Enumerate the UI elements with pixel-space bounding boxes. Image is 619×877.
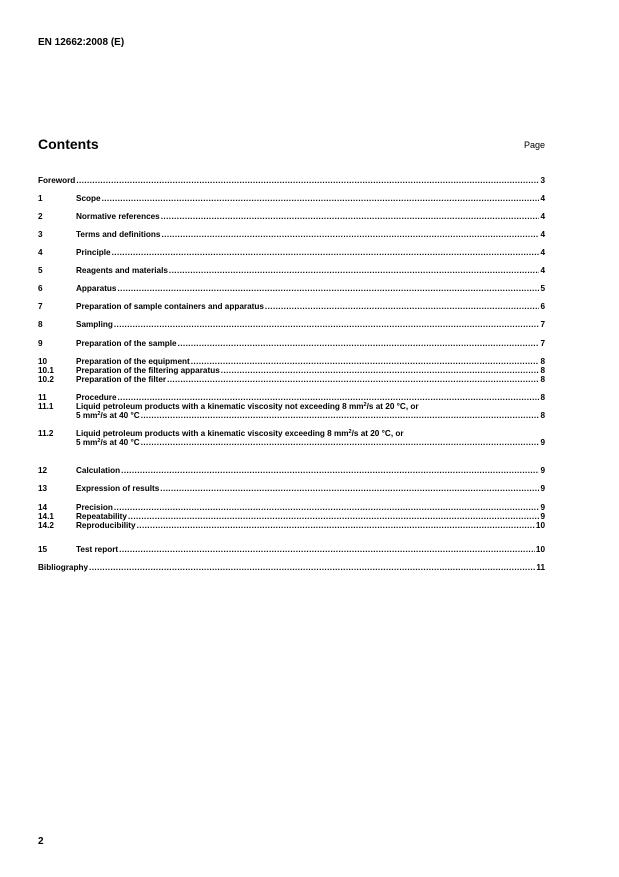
toc-entry-page: 6 [540,302,545,311]
toc-entry-number: 12 [38,466,48,475]
toc-entry-number: 14 [38,503,48,512]
toc-entry-title: Preparation of the filter [76,375,167,384]
toc-entry-title: Calculation [76,466,121,475]
table-of-contents [38,0,545,877]
toc-entry-page: 8 [540,375,545,384]
toc-entry-title: Bibliography [38,563,89,572]
toc-entry-page: 9 [540,466,545,475]
toc-entry-page: 4 [540,212,545,221]
toc-entry-title: Repeatability [76,512,127,521]
toc-entry-page: 8 [540,366,545,375]
toc-entry-number: 10 [38,357,48,366]
toc-entry-page: 9 [540,512,545,521]
toc-entry-number: 13 [38,484,48,493]
toc-entry-title: Principle [76,248,111,257]
dot-leader [265,302,540,311]
dot-leader [119,545,535,554]
toc-entry-page: 11 [536,563,545,572]
toc-entry-number: 14.2 [38,521,54,530]
toc-entry-title: Procedure [76,393,117,402]
dot-leader [114,320,540,329]
toc-entry-title: Preparation of sample containers and apparatus [76,302,264,311]
toc-entry-number: 10.2 [38,375,54,384]
dot-leader [114,503,540,512]
toc-entry-title-line-2: 5 $mm^2/s$ at 40 °C [76,438,140,447]
toc-entry-title: Expression of results [76,484,160,493]
toc-entry-page: 4 [540,230,545,239]
toc-entry-number: 11.2 [38,429,54,438]
toc-entry-page: 9 [540,438,545,447]
toc-entry-page: 7 [540,320,545,329]
dot-leader [102,194,540,203]
toc-entry-number: 7 [38,302,43,311]
dot-leader [178,339,540,348]
toc-entry-title-line-1: Liquid petroleum products with a kinematic viscosity exceeding 8 $mm^2/s$ at 20 °C, or [76,429,404,438]
dot-leader [112,248,540,257]
toc-entry-title-line-2: 5 $mm^2/s$ at 40 °C [76,411,140,420]
toc-entry-page: 8 [540,357,545,366]
page-column-label: Page [523,140,545,150]
toc-entry-number: 9 [38,339,43,348]
dot-leader [169,266,540,275]
dot-leader [161,212,540,221]
toc-entry-number: 8 [38,320,43,329]
toc-entry-title: Preparation of the equipment [76,357,190,366]
toc-entry-title: Reproducibility [76,521,136,530]
toc-entry-number: 11 [38,393,47,402]
toc-entry-page: 10 [535,521,545,530]
toc-entry-title: Foreword [38,176,76,185]
page-number: 2 [38,836,44,847]
toc-entry-title-line-1: Liquid petroleum products with a kinematic viscosity not exceeding 8 $mm^2/s$ at 20 °C, or [76,402,419,411]
toc-entry-page: 10 [535,545,545,554]
toc-entry-number: 11.1 [38,402,54,411]
toc-entry-title: Normative references [76,212,160,221]
toc-entry-title: Test report [76,545,119,554]
toc-entry-page: 9 [540,503,545,512]
dot-leader [160,484,539,493]
toc-entry-title: Preparation of the filtering apparatus [76,366,220,375]
dot-leader [118,393,540,402]
toc-entry-page: 4 [540,266,545,275]
toc-entry-number: 2 [38,212,43,221]
dot-leader [89,563,535,572]
toc-entry-page: 5 [540,284,545,293]
toc-entry-title: Apparatus [76,284,117,293]
toc-entry-number: 1 [38,194,43,203]
toc-entry-title: Reagents and materials [76,266,168,275]
toc-entry-page: 7 [540,339,545,348]
toc-entry-page: 3 [540,176,545,185]
toc-entry-page: 8 [540,411,545,420]
document-id-header: EN 12662:2008 (E) [38,37,125,48]
dot-leader [121,466,539,475]
dot-leader [191,357,540,366]
toc-entry-number: 15 [38,545,48,554]
toc-entry-title: Scope [76,194,101,203]
contents-heading: Contents [38,136,99,152]
dot-leader [137,521,535,530]
toc-entry-number: 6 [38,284,43,293]
toc-entry-page: 9 [540,484,545,493]
dot-leader [141,438,540,447]
toc-entry-number: 10.1 [38,366,54,375]
dot-leader [167,375,539,384]
dot-leader [128,512,539,521]
toc-entry-number: 4 [38,248,43,257]
dot-leader [161,230,539,239]
dot-leader [141,411,540,420]
toc-entry-title: Sampling [76,320,113,329]
toc-entry-title: Precision [76,503,113,512]
toc-entry-page: 4 [540,194,545,203]
toc-entry-number: 5 [38,266,43,275]
dot-leader [76,176,539,185]
toc-entry-page: 4 [540,248,545,257]
dot-leader [221,366,540,375]
toc-entry-page: 8 [540,393,545,402]
toc-entry-number: 3 [38,230,43,239]
toc-entry-title: Terms and definitions [76,230,161,239]
toc-entry-number: 14.1 [38,512,54,521]
toc-entry-title: Preparation of the sample [76,339,177,348]
dot-leader [118,284,540,293]
